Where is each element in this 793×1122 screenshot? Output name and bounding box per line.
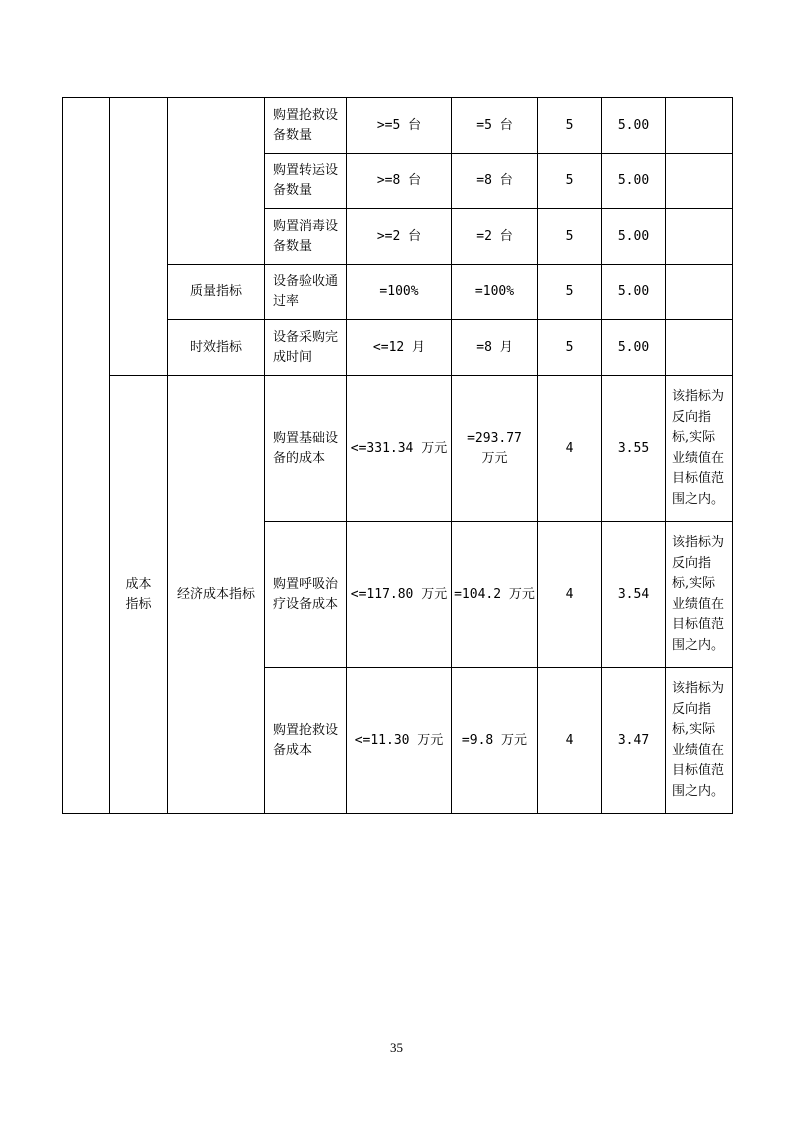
actual-value: =293.77 万元 [452, 376, 538, 522]
remark [666, 98, 733, 154]
target-value: <=117.80 万元 [347, 522, 452, 668]
score-value: 3.55 [602, 376, 666, 522]
sub-category-cell: 质量指标 [168, 265, 265, 320]
indicator-name: 设备采购完成时间 [265, 320, 347, 376]
level1-category-cell [63, 98, 110, 814]
actual-value: =2 台 [452, 209, 538, 265]
table-row [63, 376, 733, 522]
weight-value: 4 [538, 376, 602, 522]
indicator-name: 购置基础设备的成本 [265, 376, 347, 522]
target-value: =100% [347, 265, 452, 320]
score-value: 5.00 [602, 320, 666, 376]
weight-value: 5 [538, 209, 602, 265]
score-value: 5.00 [602, 265, 666, 320]
score-value: 5.00 [602, 98, 666, 154]
table-row [63, 98, 733, 154]
remark [666, 320, 733, 376]
target-value: <=12 月 [347, 320, 452, 376]
indicator-name: 购置抢救设备数量 [265, 98, 347, 154]
target-value: >=8 台 [347, 154, 452, 209]
actual-value: =5 台 [452, 98, 538, 154]
remark: 该指标为反向指标,实际业绩值在目标值范围之内。 [666, 376, 733, 522]
score-value: 5.00 [602, 209, 666, 265]
weight-value: 4 [538, 522, 602, 668]
target-value: <=11.30 万元 [347, 668, 452, 814]
weight-value: 5 [538, 320, 602, 376]
weight-value: 5 [538, 265, 602, 320]
actual-value: =100% [452, 265, 538, 320]
sub-category-cell: 时效指标 [168, 320, 265, 376]
target-value: <=331.34 万元 [347, 376, 452, 522]
weight-value: 5 [538, 154, 602, 209]
weight-value: 5 [538, 98, 602, 154]
weight-value: 4 [538, 668, 602, 814]
target-value: >=2 台 [347, 209, 452, 265]
indicator-name: 购置呼吸治疗设备成本 [265, 522, 347, 668]
actual-value: =104.2 万元 [452, 522, 538, 668]
actual-value: =8 台 [452, 154, 538, 209]
category-cell: 成本指标 [110, 376, 168, 814]
target-value: >=5 台 [347, 98, 452, 154]
remark: 该指标为反向指标,实际业绩值在目标值范围之内。 [666, 668, 733, 814]
score-value: 3.54 [602, 522, 666, 668]
remark: 该指标为反向指标,实际业绩值在目标值范围之内。 [666, 522, 733, 668]
level2-category-cell [110, 98, 168, 376]
indicator-name: 设备验收通过率 [265, 265, 347, 320]
indicator-name: 购置抢救设备成本 [265, 668, 347, 814]
indicator-name: 购置转运设备数量 [265, 154, 347, 209]
remark [666, 209, 733, 265]
indicator-name: 购置消毒设备数量 [265, 209, 347, 265]
sub-category-cell: 经济成本指标 [168, 376, 265, 814]
page-number: 35 [390, 1040, 403, 1055]
performance-table [62, 97, 733, 814]
score-value: 3.47 [602, 668, 666, 814]
actual-value: =8 月 [452, 320, 538, 376]
level3-category-cell [168, 98, 265, 265]
actual-value: =9.8 万元 [452, 668, 538, 814]
remark [666, 265, 733, 320]
remark [666, 154, 733, 209]
score-value: 5.00 [602, 154, 666, 209]
